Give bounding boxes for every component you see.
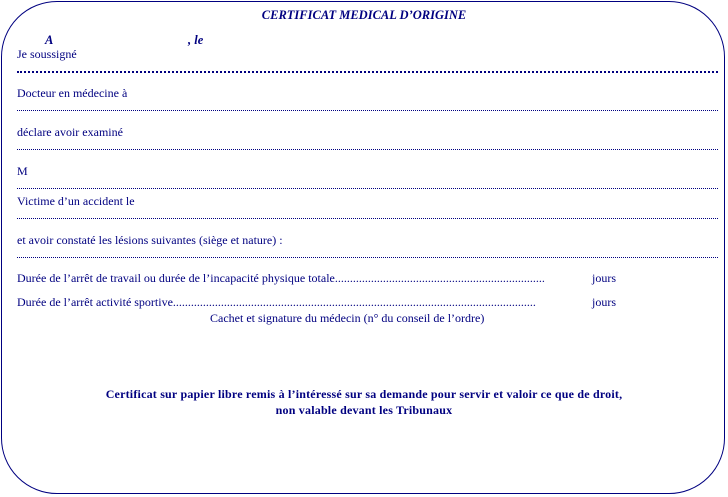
accident-line <box>17 218 718 219</box>
docteur-label: Docteur en médecine à <box>17 86 128 100</box>
soussigne-label: Je soussigné <box>17 47 77 61</box>
place-prefix: A <box>45 33 54 47</box>
arret-sport-label: Durée de l’arrêt activité sportive......................................................................................................................... <box>17 295 536 309</box>
docteur-line <box>17 110 718 111</box>
patient-label: M <box>17 164 28 178</box>
declare-label: déclare avoir examiné <box>17 125 123 139</box>
footer-line-1: Certificat sur papier libre remis à l’intéressé sur sa demande pour servir et valoir ce que de droit, <box>105 387 623 401</box>
cachet-label: Cachet et signature du médecin (n° du conseil de l’ordre) <box>210 311 485 325</box>
declare-line <box>17 149 718 150</box>
accident-label: Victime d’un accident le <box>17 194 135 208</box>
arret-sport-unit: jours <box>592 295 616 309</box>
lesions-line <box>17 257 718 258</box>
footer-line-2: non valable devant les Tribunaux <box>275 403 453 417</box>
arret-travail-unit: jours <box>592 271 616 285</box>
lesions-label: et avoir constaté les lésions suivantes (siège et nature) : <box>17 233 283 247</box>
arret-travail-label: Durée de l’arrêt de travail ou durée de l’incapacité physique totale...................................................................... <box>17 271 545 285</box>
soussigne-line <box>17 71 718 73</box>
date-prefix: , le <box>188 33 204 47</box>
certificate-title: CERTIFICAT MEDICAL D’ORIGINE <box>261 8 467 22</box>
certificate-frame <box>1 1 725 494</box>
patient-line <box>17 188 718 189</box>
